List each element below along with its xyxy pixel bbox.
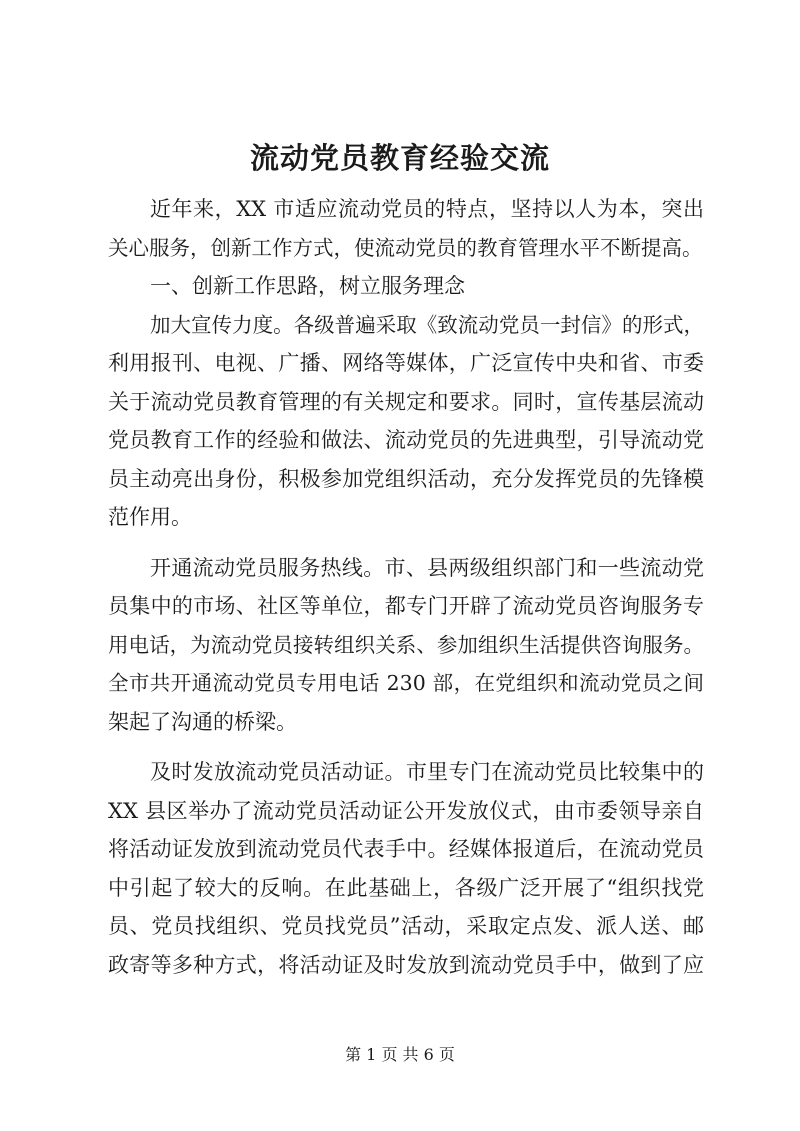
document-title: 流动党员教育经验交流 [249, 141, 550, 175]
text-line: 近年来，XX 市适应流动党员的特点，坚持以人为本，突出 [150, 197, 704, 221]
text-line: 利用报刊、电视、广播、网络等媒体，广泛宣传中央和省、市委 [108, 351, 704, 375]
paragraph-gap [108, 741, 704, 753]
text-line: 及时发放流动党员活动证。市里专门在流动党员比较集中的 [150, 760, 704, 784]
section-heading: 一、创新工作思路，树立服务理念 [150, 274, 465, 298]
text-line: 用电话，为流动党员接转组织关系、参加组织生活提供咨询服务。 [108, 632, 704, 657]
text-line: 关心服务，创新工作方式，使流动党员的教育管理水平不断提高。 [108, 235, 703, 260]
text-line: 开通流动党员服务热线。市、县两级组织部门和一些流动党 [150, 555, 704, 580]
text-line: 政寄等多种方式，将活动证及时发放到流动党员手中，做到了应 [108, 952, 704, 977]
page-footer: 第 1 页 共 6 页 [345, 1045, 455, 1064]
text-line: 员集中的市场、社区等单位，都专门开辟了流动党员咨询服务专 [108, 594, 704, 618]
text-line: 范作用。 [108, 505, 192, 529]
text-line: 全市共开通流动党员专用电话 230 部，在党组织和流动党员之间 [108, 671, 704, 695]
paragraph-gap [108, 537, 704, 549]
text-line: 员主动亮出身份，积极参加党组织活动，充分发挥党员的先锋模 [108, 466, 704, 491]
text-line: 党员教育工作的经验和做法、流动党员的先进典型，引导流动党 [108, 428, 704, 452]
document-body [108, 190, 704, 984]
text-line: 架起了沟通的桥梁。 [108, 709, 297, 734]
text-line: 加大宣传力度。各级普遍采取《致流动党员一封信》的形式， [150, 312, 704, 337]
text-line: 员、党员找组织、党员找党员”活动，采取定点发、派人送、邮 [108, 914, 704, 938]
text-line: 关于流动党员教育管理的有关规定和要求。同时，宣传基层流动 [108, 389, 704, 414]
text-line: 将活动证发放到流动党员代表手中。经媒体报道后，在流动党员 [108, 837, 704, 861]
text-line: 中引起了较大的反响。在此基础上，各级广泛开展了“组织找党 [108, 875, 704, 900]
text-line: XX 县区举办了流动党员活动证公开发放仪式，由市委领导亲自 [108, 798, 704, 823]
